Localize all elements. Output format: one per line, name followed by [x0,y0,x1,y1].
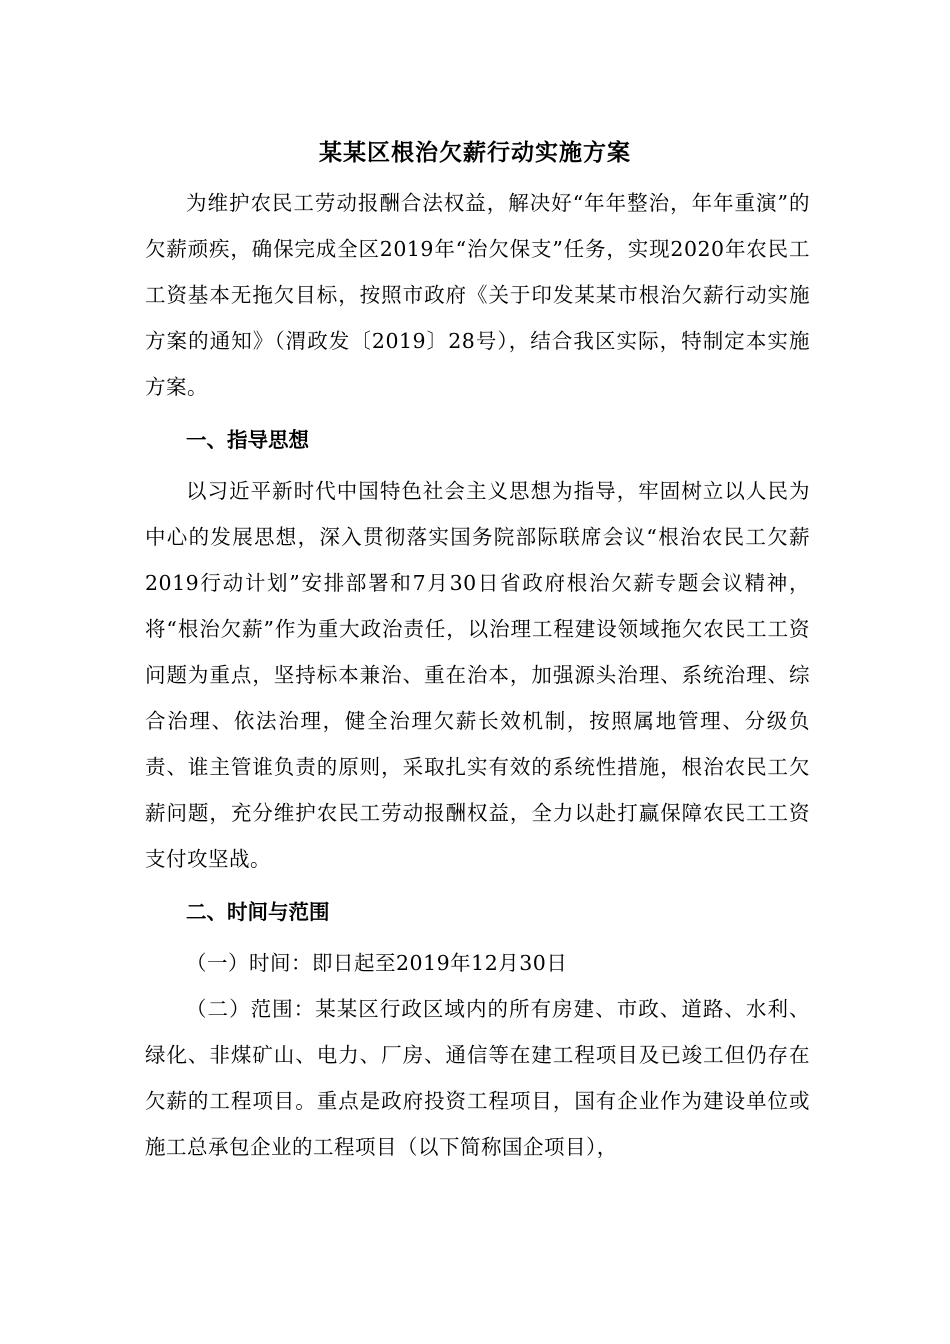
scope-paragraph: （二）范围：某某区行政区域内的所有房建、市政、道路、水利、绿化、非煤矿山、电力、厂房、通信等在建工程项目及已竣工但仍存在欠薪的工程项目。重点是政府投资工程项目，国有企业作为建设单位或施工总承包企业的工程项目（以下简称国企项目）， [145,997,810,1159]
document-body [145,180,810,1170]
document-title: 某某区根治欠薪行动实施方案 [319,139,631,166]
time-paragraph: （一）时间：即日起至2019年12月30日 [186,951,568,975]
intro-paragraph: 为维护农民工劳动报酬合法权益，解决好“年年整治，年年重演”的欠薪顽疾，确保完成全区2019年“治欠保支”任务，实现2020年农民工工资基本无拖欠目标，按照市政府《关于印发某某市根治欠薪行动实施方案的通知》（渭政发〔2019〕28号），结合我区实际，特制定本实施方案。 [145,191,810,399]
section-heading-guiding-ideology: 一、指导思想 [186,428,309,452]
guiding-ideology-paragraph: 以习近平新时代中国特色社会主义思想为指导，牢固树立以人民为中心的发展思想，深入贯彻落实国务院部际联席会议“根治农民工欠薪2019行动计划”安排部署和7月30日省政府根治欠薪专题会议精神，将“根治欠薪”作为重大政治责任，以治理工程建设领域拖欠农民工工资问题为重点，坚持标本兼治、重在治本，加强源头治理、系统治理、综合治理、依法治理，健全治理欠薪长效机制，按照属地管理、分级负责、谁主管谁负责的原则，采取扎实有效的系统性措施，根治农民工欠薪问题，充分维护农民工劳动报酬权益，全力以赴打赢保障农民工工资支付攻坚战。 [145,479,810,871]
section-heading-time-and-scope: 二、时间与范围 [186,900,330,924]
